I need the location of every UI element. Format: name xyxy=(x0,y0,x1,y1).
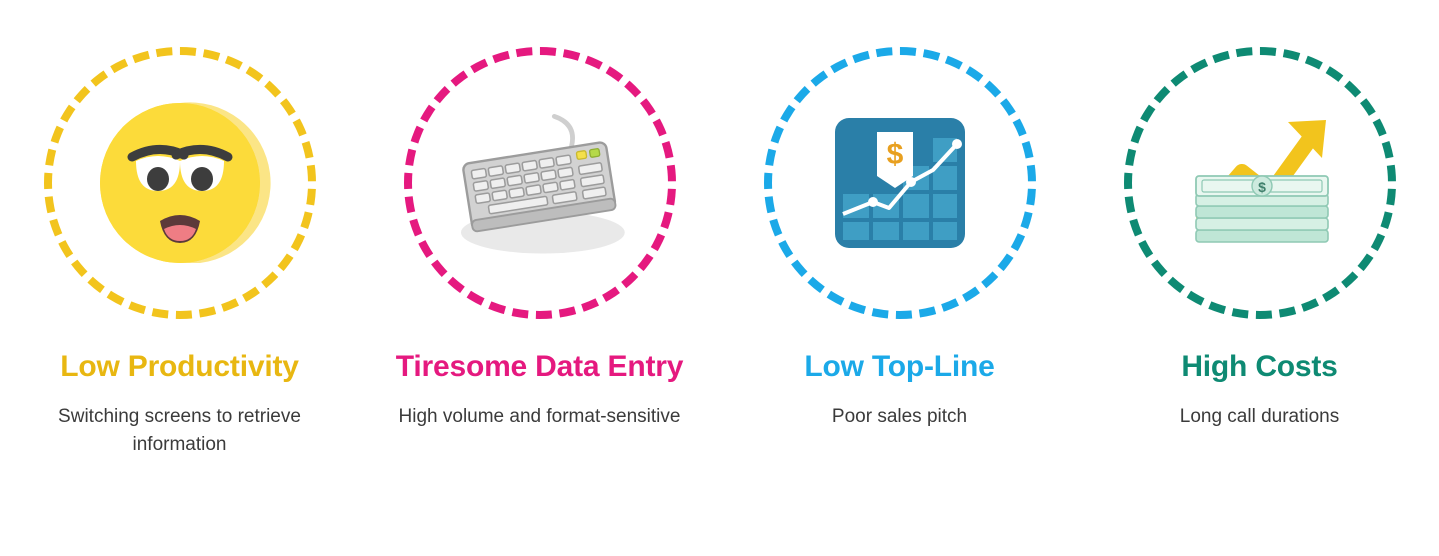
keyboard-icon xyxy=(440,83,640,283)
feature-item-tiresome-data-entry xyxy=(360,38,719,431)
feature-caption: High volume and format-sensitive xyxy=(398,406,681,427)
icon-circle-high-costs xyxy=(1115,38,1405,328)
growth-chart-dollar-icon xyxy=(800,83,1000,283)
feature-title: Tiresome Data Entry xyxy=(395,350,684,383)
svg-text:$: $ xyxy=(1257,179,1266,195)
icon-circle-tiresome-data-entry xyxy=(395,38,685,328)
feature-title: Low Productivity xyxy=(60,350,299,383)
feature-caption: Poor sales pitch xyxy=(831,406,968,427)
feature-item-low-productivity xyxy=(0,38,359,458)
icon-circle-low-top-line xyxy=(755,38,1045,328)
feature-title: High Costs xyxy=(1181,350,1338,383)
icon-circle-low-productivity xyxy=(35,38,325,328)
tired-face-emoji-icon xyxy=(80,83,280,283)
feature-title: Low Top-Line xyxy=(804,350,995,383)
svg-text:$: $ xyxy=(886,138,903,171)
feature-caption: Long call durations xyxy=(1179,406,1340,427)
cash-stack-arrow-icon xyxy=(1160,83,1360,283)
feature-caption: Switching screens to retrieve information xyxy=(58,406,301,455)
feature-item-high-costs xyxy=(1080,38,1439,431)
feature-item-low-top-line xyxy=(720,38,1079,431)
